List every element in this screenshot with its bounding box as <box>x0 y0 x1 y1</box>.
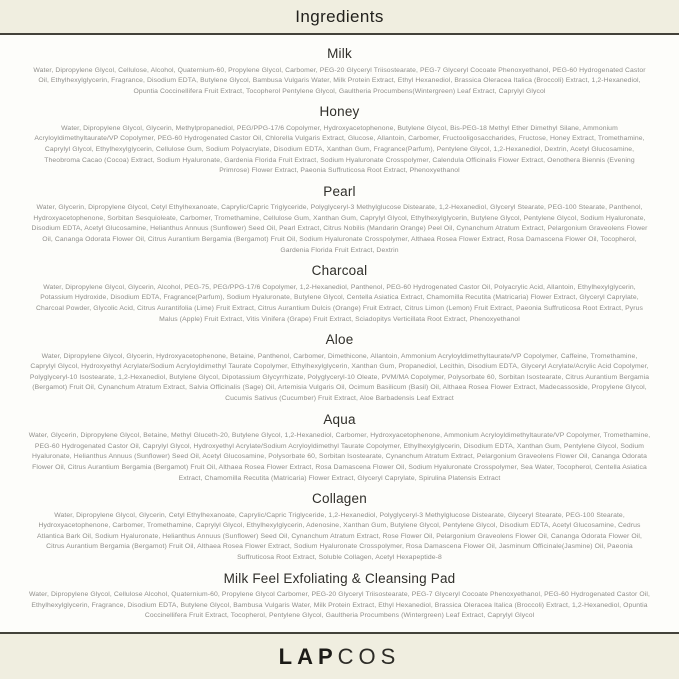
section-milk-feel-pad <box>20 571 659 622</box>
section-pearl <box>20 184 659 256</box>
section-collagen <box>20 491 659 563</box>
section-aloe <box>20 332 659 404</box>
section-heading: Milk Feel Exfoliating & Cleansing Pad <box>223 570 456 586</box>
ingredients-paragraph: Water, Dipropylene Glycol, Glycerin, Hydroxyacetophenone, Betaine, Panthenol, Carbomer, Dimethicone, Allantoin, Ammonium Acryloyldimethyltaurate/VP Copolymer, Caffeine, Tromethamine, Caprylyl Glycol, Hydroxyethyl Acrylate/Sodium Acryloyldimethyl Taurate Copolymer, Ethylhexylglycerin, Xanthan Gum, Propanediol, Lecithin, Disodium EDTA, Glyceryl Acrylate/Acrylic Acid Copolymer, Polyglyceryl-10 Isostearate, 1,2-Hexanediol, Butylene Glycol, Dipotassium Glycyrrhizate, Polyglyceryl-10 Oleate, PVM/MA Copolymer, Polysorbate 60, Sorbitan Isostearate, Citrus Aurantium Bergamia (Bergamot) Fruit Oil, Cynanchum Atratum Extract, Salvia Officinalis (Sage) Oil, Artemisia Vulgaris Oil, Ocimum Basilicum (Basil) Oil, Althaea Rosea Flower Extract, Madecassoside, Propylene Glycol, Cucumis Sativus (Cucumber) Fruit Extract, Aloe Barbadensis Leaf Extract <box>29 352 650 403</box>
ingredients-paragraph: Water, Dipropylene Glycol, Cellulose, Alcohol, Quaternium-60, Propylene Glycol, Carbomer, PEG-20 Glyceryl Triisostearate, PEG-7 Glyceryl Cocoate Phenoxyethanol, PEG-60 Hydrogenated Castor Oil, Ethylhexylglycerin, Fragrance, Disodium EDTA, Butylene Glycol, Bambusa Vulgaris Water, Milk Protein Extract, Ethyl Hexanediol, Brassica Oleracea Italica (Broccoli) Extract, 1,2-Hexanediol, Opuntia Coccinellifera Fruit Extract, Tocopherol Pentylene Glycol, Gaultheria Procumbens(Wintergreen) Leaf Extract, Caprylyl Glycol <box>33 66 646 95</box>
lapcos-logo-light-part: COS <box>337 643 401 669</box>
page-title: Ingredients <box>295 6 384 26</box>
ingredients-list <box>0 35 679 622</box>
section-heading: Collagen <box>312 491 367 507</box>
section-heading: Aloe <box>325 332 354 348</box>
section-charcoal <box>20 263 659 325</box>
section-milk <box>20 46 659 97</box>
ingredients-paragraph: Water, Dipropylene Glycol, Glycerin, Alcohol, PEG-75, PEG/PPG-17/6 Copolymer, 1,2-Hexanediol, Panthenol, PEG-60 Hydrogenated Castor Oil, Polyacrylic Acid, Allantoin, Ethylhexylglycerin, Potassium Hydroxide, Disodium EDTA, Fragrance(Parfum), Sodium Hyaluronate, Butylene Glycol, Centella Asiatica Extract, Chamomilla Recutita (Matricaria) Flower Extract, Glyceryl Caprylate, Charcoal Powder, Glycolic Acid, Citrus Aurantifolia (Lime) Fruit Extract, Citrus Aurantium Dulcis (Orange) Fruit Extract, Citrus Limon (Lemon) Fruit Extract, Paeonia Suffruticosa Root Extract, Pyrus Malus (Apple) Fruit Extract, Vitis Vinifera (Grape) Fruit Extract, Sciadopitys Verticillata Root Extract, Phenoxyethanol <box>35 283 644 323</box>
lapcos-logo <box>278 643 401 669</box>
page-header <box>0 0 679 35</box>
page-footer <box>0 632 679 679</box>
section-heading: Pearl <box>323 183 356 199</box>
ingredients-paragraph: Water, Dipropylene Glycol, Glycerin, Methylpropanediol, PEG/PPG-17/6 Copolymer, Hydroxyacetophenone, Butylene Glycol, Bis-PEG-18 Methyl Ether Dimethyl Silane, Ammonium Acryloyldimethyltaurate/VP Copolymer, PEG-60 Hydrogenated Castor Oil, Chlorella Vulgaris Extract, Glucose, Allantoin, Carbomer, Fructooligosaccharides, Fructose, Honey Extract, Tromethamine, Caprylyl Glycol, Ethylhexylglycerin, Cellulose Gum, Sodium Polyacrylate, Disodium EDTA, Xanthan Gum, Fragrance(Parfum), Pentylene Glycol, 1,2-Hexanediol, Dextrin, Acetyl Glucosamine, Theobroma Cacao (Cocoa) Extract, Sodium Hyaluronate, Gardenia Florida Fruit Extract, Sodium Hyaluronate Crosspolymer, Calendula Officinalis Flower Extract, Oenothera Biennis (Evening Primrose) Flower Extract, Paeonia Suffruticosa Root Extract, Phenoxyethanol <box>34 124 645 175</box>
section-heading: Aqua <box>323 411 356 427</box>
lapcos-logo-bold-part: LAP <box>278 643 338 669</box>
section-heading: Charcoal <box>311 263 368 279</box>
section-heading: Honey <box>319 104 360 120</box>
ingredients-paragraph: Water, Glycerin, Dipropylene Glycol, Betaine, Methyl Gluceth-20, Butylene Glycol, 1,2-Hexanediol, Carbomer, Hydroxyacetophenone, Ammonium Acryloyldimethyltaurate/VP Copolymer, Tromethamine, PEG-60 Hydrogenated Castor Oil, Caprylyl Glycol, Hydroxyethyl Acrylate/Sodium Acryloyldimethyl Taurate Copolymer, Ethylhexylglycerin, Disodium EDTA, Xanthan Gum, Pentylene Glycol, Sodium Hyaluronate, Helianthus Annuus (Sunflower) Seed Oil, Acetyl Glucosamine, Polysorbate 60, Sorbitan Isostearate, Cynanchum Atratum Extract, Pelargonium Graveolens Flower Oil, Cananga Odorata Flower Oil, Citrus Aurantium Bergamia (Bergamot) Fruit Oil, Althaea Rosea Flower Extract, Rosa Damascena Flower Oil, Sodium Hyaluronate Crosspolymer, Sea Water, Tocopherol, Centella Asiatica Extract, Chamomilla Recutita (Matricaria) Flower Extract, Glyceryl Caprylate, Spirulina Platensis Extract <box>28 432 651 482</box>
section-heading: Milk <box>327 46 352 61</box>
ingredients-paragraph: Water, Glycerin, Dipropylene Glycol, Cetyl Ethylhexanoate, Caprylic/Capric Triglyceride, Polyglyceryl-3 Methylglucose Distearate, 1,2-Hexanediol, Glyceryl Stearate, PEG-100 Stearate, Panthenol, Hydroxyacetophenone, Sorbitan Sesquioleate, Carbomer, Tromethamine, Cellulose Gum, Xanthan Gum, Caprylyl Glycol, Ethylhexylglycerin, Butylene Glycol, Pentylene Glycol, Sodium Hyaluronate, Disodium EDTA, Acetyl Glucosamine, Helianthus Annuus (Sunflower) Seed Oil, Pearl Extract, Citrus Nobilis (Mandarin Orange) Peel Oil, Cynanchum Atratum Extract, Pelargonium Graveolens Flower Oil, Cananga Odorata Flower Oil, Citrus Aurantium Bergamia (Bergamot) Fruit Oil, Sodium Hyaluronate Crosspolymer, Althaea Rosea Flower Extract, Rosa Damascena Flower Oil, Tocopherol, Gardenia Florida Fruit Extract, Dextrin <box>31 204 648 254</box>
section-honey <box>20 104 659 176</box>
section-aqua <box>20 412 659 484</box>
ingredients-paragraph: Water, Dipropylene Glycol, Cellulose Alcohol, Quaternium-60, Propylene Glycol Carbomer, PEG-20 Glyceryl Triisostearate, PEG-7 Glyceryl Cocoate Phenoxyethanol, PEG-60 Hydrogenated Castor Oil, Ethylhexylglycerin, Fragrance, Disodium EDTA, Butylene Glycol, Bambusa Vulgaris Water, Milk Protein Extract, Ethyl Hexanediol, Brassica Oleracea Italica (Broccoli) Extract, 1,2-Hexanediol, Opuntia Coccinellifera Fruit Extract, Tocopherol, Pentylene Glycol, Gaultheria Procumbens (Wintergreen) Leaf Extract, Caprylyl Glycol <box>29 591 650 620</box>
ingredients-paragraph: Water, Dipropylene Glycol, Glycerin, Cetyl Ethylhexanoate, Caprylic/Capric Triglyceride, 1,2-Hexanediol, Polyglyceryl-3 Methylglucose Distearate, Glyceryl Stearate, PEG-100 Stearate, Hydroxyacetophenone, Carbomer, Tromethamine, Caprylyl Glycol, Ethylhexylglycerin, Adenosine, Xanthan Gum, Butylene Glycol, Pentylene Glycol, Disodium EDTA, Acetyl Glucosamine, Cedrus Atlantica Bark Oil, Sodium Hyaluronate, Helianthus Annuus (Sunflower) Seed Oil, Cynanchum Atratum Extract, Rose Flower Oil, Pelargonium Graveolens Flower Oil, Cananga Odorata Flower Oil, Citrus Aurantium Bergamia (Bergamot) Fruit Oil, Althaea Rosea Flower Extract, Sodium Hyaluronate Crosspolymer, Rosa Damascena Flower Oil, Jasminum Officinale(Jasmine) Oil, Paeonia Suffruticosa Root Extract, Soluble Collagen, Acetyl Hexapeptide-8 <box>37 511 642 562</box>
